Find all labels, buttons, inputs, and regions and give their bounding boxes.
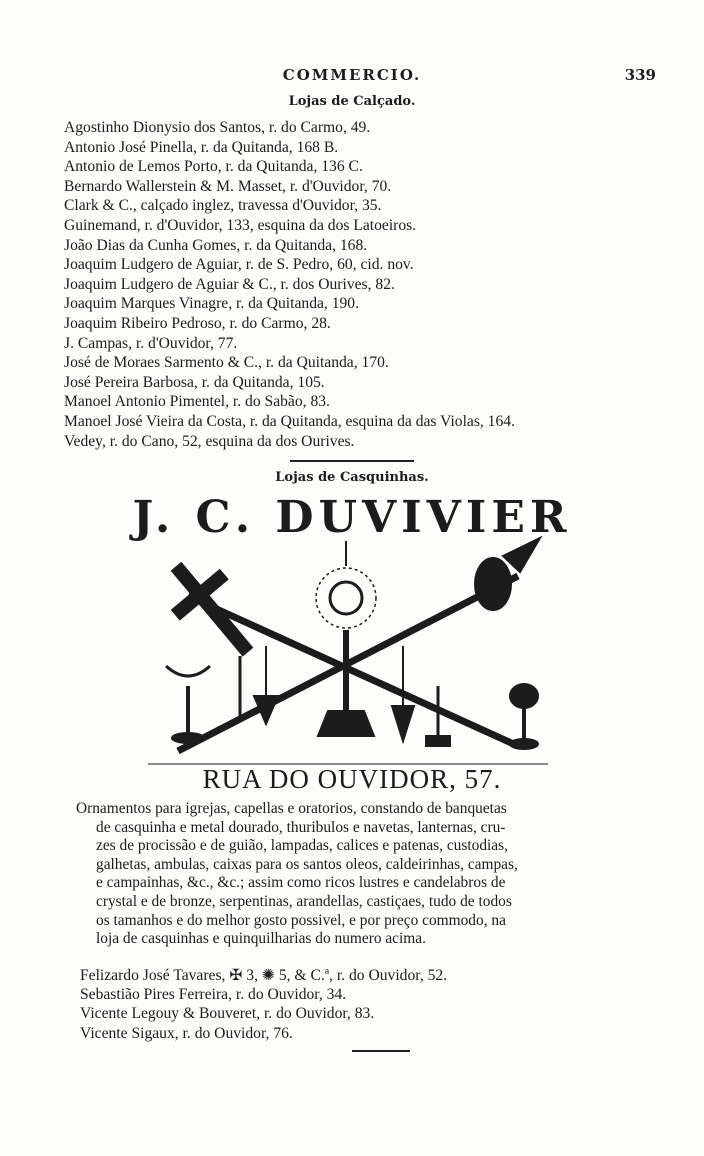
list-item: José Pereira Barbosa, r. da Quitanda, 105. (64, 373, 325, 391)
shoes-heading: Lojas de Calçado. (288, 94, 416, 109)
list-item: Antonio de Lemos Porto, r. da Quitanda, 136 C. (64, 158, 363, 176)
ad-line: loja de casquinhas e quinquilharias do numero acima. (96, 930, 426, 948)
advertiser-address: RUA DO OUVIDOR, 57. (202, 764, 502, 794)
list-item: José de Moraes Sarmento & C., r. da Quitanda, 170. (64, 354, 389, 372)
list-item: Sebastião Pires Ferreira, r. do Ouvidor, 34. (80, 986, 347, 1004)
ad-line: galhetas, ambulas, caixas para os santos oleos, caldeirinhas, campas, (96, 855, 518, 873)
list-item: Manoel José Vieira da Costa, r. da Quitanda, esquina da das Violas, 164. (64, 412, 515, 430)
advertisement-description (76, 800, 694, 949)
list-item: Clark & C., calçado inglez, travessa d'Ouvidor, 35. (64, 197, 382, 215)
section-title: COMMERCIO. (282, 66, 422, 84)
liturgical-objects-engraving (148, 536, 548, 768)
list-item: Vicente Legouy & Bouveret, r. do Ouvidor, 83. (80, 1005, 375, 1023)
list-item: Joaquim Ludgero de Aguiar & C., r. dos Ourives, 82. (64, 275, 395, 293)
ad-line: e campainhas, &c., &c.; assim como ricos lustres e candelabros de (96, 874, 506, 892)
plated-heading: Lojas de Casquinhas. (275, 470, 429, 485)
closing-rule (352, 1050, 410, 1052)
shoes-list (64, 118, 684, 451)
list-item: Agostinho Dionysio dos Santos, r. do Carmo, 49. (64, 119, 371, 136)
list-item: João Dias da Cunha Gomes, r. da Quitanda, 168. (64, 236, 368, 254)
list-item: Manoel Antonio Pimentel, r. do Sabão, 83. (64, 393, 330, 411)
running-head (0, 66, 704, 88)
list-item: Vedey, r. do Cano, 52, esquina da dos Ourives. (64, 432, 355, 450)
list-item: J. Campas, r. d'Ouvidor, 77. (64, 334, 238, 352)
advertiser-name: J. C. DUVIVIER (132, 492, 572, 543)
list-item: Felizardo José Tavares, ✠ 3, ✺ 5, & C.ª, r. do Ouvidor, 52. (80, 967, 448, 984)
ad-line: de casquinha e metal dourado, thuribulos e navetas, lanternas, cru- (96, 818, 506, 836)
list-item: Joaquim Ribeiro Pedroso, r. do Carmo, 28. (64, 314, 331, 332)
ad-line: Ornamentos para igrejas, capellas e oratorios, constando de banquetas (76, 800, 507, 817)
list-item: Bernardo Wallerstein & M. Masset, r. d'Ouvidor, 70. (64, 177, 392, 195)
plated-list (80, 966, 700, 1043)
ad-line: os tamanhos e do melhor gosto possivel, e por preço commodo, na (96, 911, 506, 929)
list-item: Antonio José Pinella, r. da Quitanda, 168 B. (64, 138, 339, 156)
list-item: Guinemand, r. d'Ouvidor, 133, esquina da dos Latoeiros. (64, 216, 417, 234)
list-item: Joaquim Marques Vinagre, r. da Quitanda, 190. (64, 295, 359, 313)
ad-line: crystal e de bronze, serpentinas, arandellas, castiçaes, tudo de todos (96, 892, 512, 910)
list-item: Joaquim Ludgero de Aguiar, r. de S. Pedro, 60, cid. nov. (64, 256, 414, 274)
section-divider (290, 460, 414, 462)
page-number: 339 (624, 66, 656, 84)
ad-line: zes de procissão e de guião, lampadas, calices e patenas, custodias, (96, 837, 508, 855)
list-item: Vicente Sigaux, r. do Ouvidor, 76. (80, 1024, 293, 1042)
